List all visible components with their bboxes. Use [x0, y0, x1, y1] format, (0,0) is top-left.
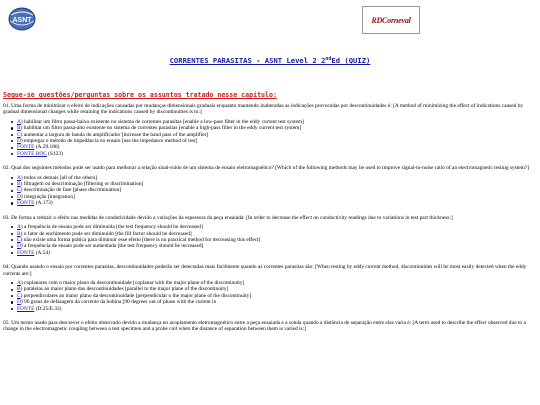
source-item: FONTE (A.54) — [17, 250, 535, 256]
source-link[interactable]: FONTE — [17, 305, 35, 312]
answer-item: C) aumentar a largura de banda do amplificador [increase the band pass of the amplifier] — [17, 132, 535, 138]
answer-item: D) 90 graus de defasagem da corrente da bobina [90 degrees out of phase with the current in — [17, 299, 535, 305]
svg-text:ASNT: ASNT — [12, 17, 32, 24]
question-text: 02. Qual dos seguintes métodos pode ser usado para melhorar a relação sinal-ruído de um sistema de ensaio eletromagnético? [Which of the following methods may be used to improve signal-to-noise ratio of an electromagnetic testing system?] — [3, 165, 530, 172]
answer-item: D) empregar o método de impedância no ensaio [use the impedance method of test] — [17, 138, 535, 144]
answer-link[interactable]: A — [17, 224, 21, 231]
answer-link[interactable]: C — [17, 236, 21, 243]
answer-link[interactable]: C — [17, 131, 21, 138]
answer-link[interactable]: D — [17, 243, 21, 250]
section-heading: Segue-se questões/perguntas sobre os assuntos tratado nesse capítulo: — [3, 91, 277, 99]
answer-link[interactable]: A — [17, 279, 21, 286]
answer-item: A) a frequência de ensaio pode ser diminuída [the test frequency should be decreased] — [17, 224, 535, 230]
answer-item: A) habilitar um filtro passa-baixo existente no sistema de correntes parasitas [enable a low-pass filter in the eddy current test system] — [17, 119, 535, 125]
source-roc-link[interactable]: FONTE ROC — [17, 150, 47, 157]
answer-link[interactable]: B — [17, 125, 21, 132]
answer-link[interactable]: C — [17, 292, 21, 299]
answer-item: B) filtragem ou descriminação [filtering or discrimination] — [17, 181, 535, 187]
answer-list — [3, 119, 535, 157]
answer-link[interactable]: C — [17, 187, 21, 194]
answer-item: A) todos os demais [all of the others] — [17, 175, 535, 181]
question-text: 04. Quando usando o ensaio por correntes parasitas, descontinuidades poderão ser detectadas mais facilmente quando as correntes parasitas são: [When testing by eddy current method, discontinuities will be most easily detected when the eddy currents are:] — [3, 264, 527, 277]
answer-list — [3, 224, 535, 256]
answer-list — [3, 280, 535, 312]
answer-item: A) coplanares com o maior plano da descontinuidade [coplanar with the major plane of the discontinuity] — [17, 280, 535, 286]
source-link[interactable]: FONTE — [17, 249, 35, 256]
answer-link[interactable]: A — [17, 118, 21, 125]
answer-link[interactable]: A — [17, 174, 21, 181]
answer-item: B) habilitar um filtro passa-alto existente no sistema de correntes parasitas [enable a high-pass filter in the eddy current test system] — [17, 125, 535, 131]
question-text: 03. De forma a reduzir o efeito nas medidas de condutividade devido a variações da espessura da peça ensaiada: [In order to decrease the effect on conductivity readings due to variations in test part thickness:] — [3, 214, 453, 221]
source-item: FONTE (A.29.186) — [17, 144, 535, 150]
answer-item: C) descriminação de fase [phase discrimination] — [17, 187, 535, 193]
question-text: 01. Uma forma de minimizar o efeito de indicações causadas por mudanças dimensionais graduais enquanto mantendo inalteradas as indicações provocadas por descontinuidades é: [A method of minimizing the effect of indications caused by gradual dimensional changes while retaining the indications caused by discontinuities is to:] — [3, 103, 524, 116]
page-title: CORRENTES PARASITAS - ASNT Level 2 2ndEd (QUIZ) — [169, 56, 371, 65]
answer-item: C) não existe uma forma prática para diminuir esse efeito [there is no practical method for decreasing this effect] — [17, 237, 535, 243]
answer-item: B) paralelas ao maior plano das descontinuidades [parallel to the major plane of the discontinuity] — [17, 286, 535, 292]
source-link[interactable]: FONTE — [17, 200, 35, 207]
answer-link[interactable]: D — [17, 193, 21, 200]
answer-list — [3, 175, 535, 207]
source-item: FONTE ROC (S123) — [17, 151, 535, 157]
answer-item: B) o fator de enchimento pode ser diminuído [the fill factor should be decreased] — [17, 231, 535, 237]
source-item: FONTE (D.25/E.32) — [17, 306, 535, 312]
answer-item: C) perpendiculares ao maior plano da descontinuidade [perpendicular o the major plane of the discontinuity] — [17, 293, 535, 299]
source-item: FONTE (A.173) — [17, 200, 535, 206]
answer-link[interactable]: D — [17, 299, 21, 306]
asnt-logo — [7, 5, 37, 33]
answer-link[interactable]: B — [17, 181, 21, 188]
questions-list — [3, 103, 535, 333]
question-text: 05. Um termo usado para descrever o efeito observado devido a mudança no acoplamento eletromagnético entre a peça ensaiada e a sonda quando a distância de separação entre elas varia é: [A term used to describe the effect observed due to a change in the electromagnetic coupling between a test specimen and a probe coil when the distance of separation between them is varied is:] — [3, 319, 526, 333]
answer-link[interactable]: B — [17, 286, 21, 293]
answer-item: D) a frequência de ensaio pode ser aumentada [the test frequency should be increased] — [17, 243, 535, 249]
rdcorneval-logo: RDCorneval — [362, 6, 420, 34]
answer-link[interactable]: B — [17, 230, 21, 237]
answer-item: D) integração [integration] — [17, 194, 535, 200]
answer-link[interactable]: D — [17, 138, 21, 145]
source-link[interactable]: FONTE — [17, 144, 35, 151]
